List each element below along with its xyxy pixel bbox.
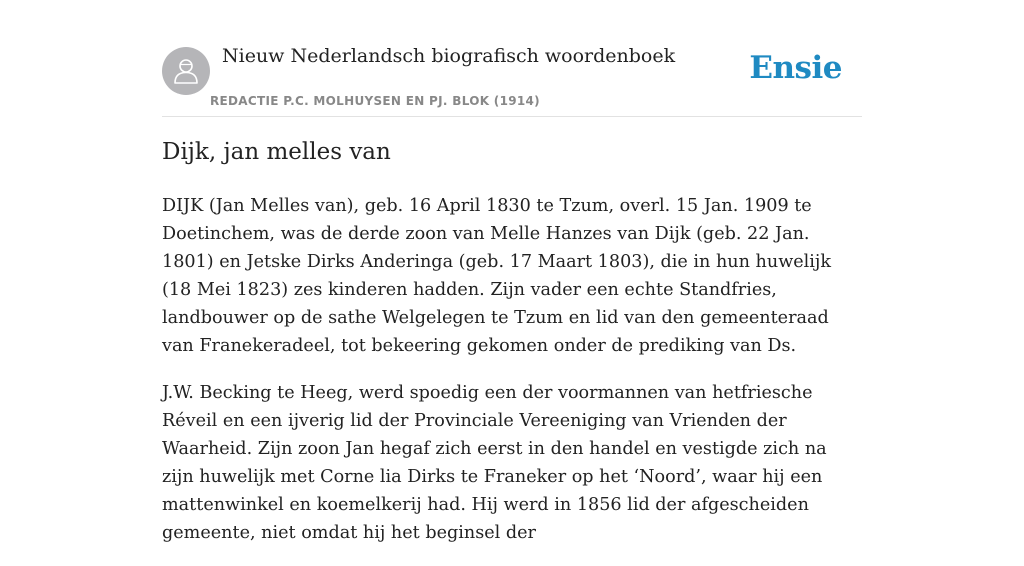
article-paragraph: J.W. Becking te Heeg, werd spoedig een der voormannen van hetfriesche Réveil en een ijverig lid der Provinciale Vereeniging van Vrienden der Waarheid. Zijn zoon Jan hegaf zich eerst in den handel en vestigde zich na zijn huwelijk met Corne lia Dirks te Franeker op het ‘Noord’, waar hij een mattenwinkel en koemelkerij had. Hij werd in 1856 lid der afgescheiden gemeente, niet omdat hij het beginsel der xyxy=(162,383,827,543)
source-header xyxy=(162,0,862,117)
article-title: Dijk, jan melles van xyxy=(162,139,391,165)
article-body xyxy=(162,192,862,566)
source-title[interactable]: Nieuw Nederlandsch biografisch woordenboek xyxy=(222,45,676,67)
user-outline-icon xyxy=(173,57,199,85)
ensie-logo[interactable]: Ensie xyxy=(749,50,842,86)
avatar[interactable] xyxy=(162,47,210,95)
source-editor: REDACTIE P.C. MOLHUYSEN EN PJ. BLOK (1914) xyxy=(210,94,540,108)
article-paragraph: DIJK (Jan Melles van), geb. 16 April 1830 te Tzum, overl. 15 Jan. 1909 te Doetinchem, was de derde zoon van Melle Hanzes van Dijk (geb. 22 Jan. 1801) en Jetske Dirks Anderinga (geb. 17 Maart 1803), die in hun huwelijk (18 Mei 1823) zes kinderen hadden. Zijn vader een echte Standfries, landbouwer op de sathe Welgelegen te Tzum en lid van den gemeenteraad van Franekeradeel, tot bekeering gekomen onder de prediking van Ds. xyxy=(162,196,832,356)
